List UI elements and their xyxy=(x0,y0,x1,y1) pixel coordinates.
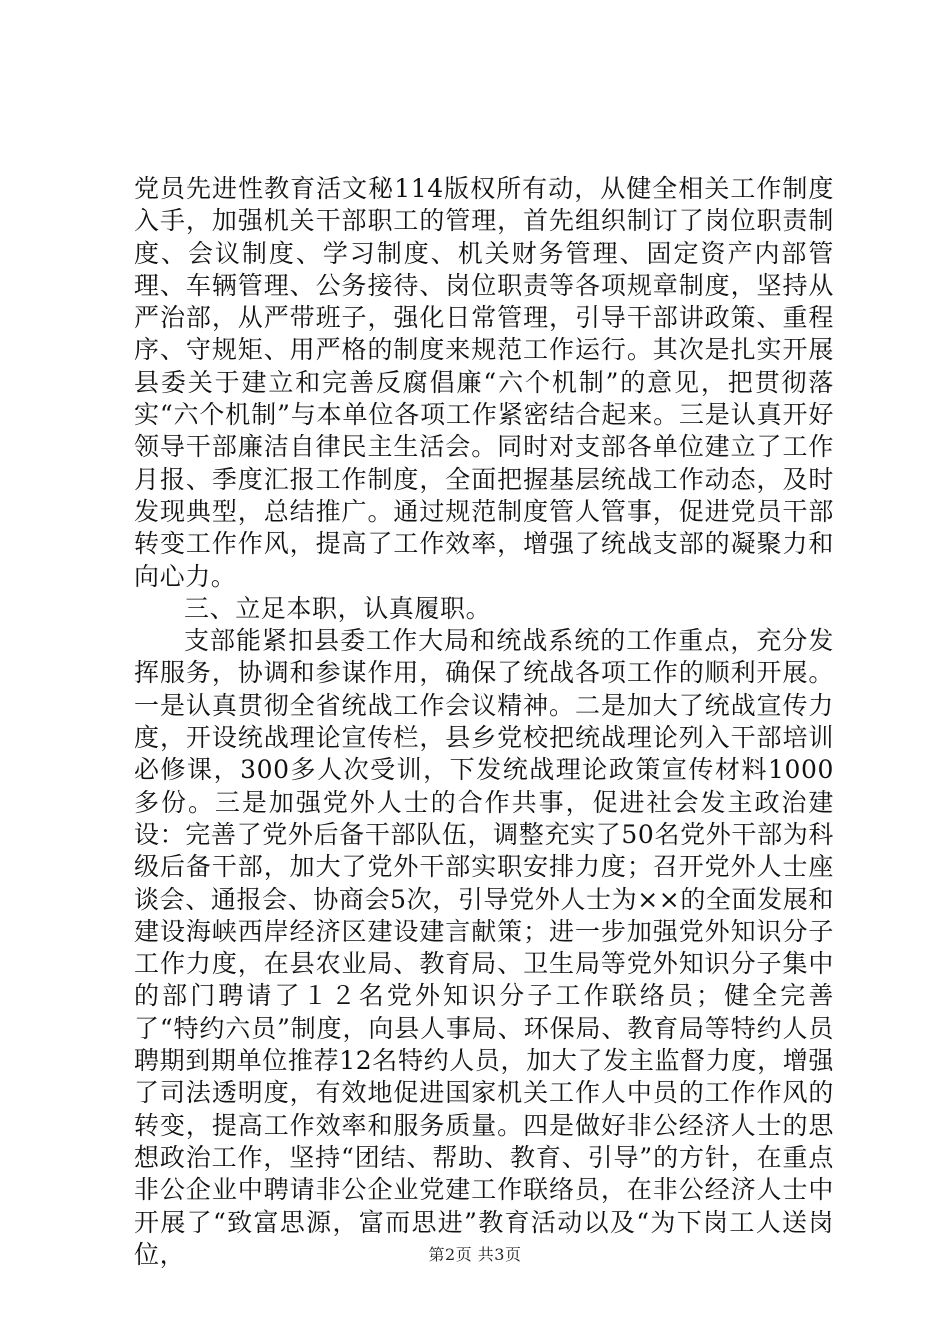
section-heading: 三、立足本职，认真履职。 xyxy=(184,593,492,623)
document-body xyxy=(134,173,834,1271)
page-number-footer: 第2页 共3页 xyxy=(428,1245,522,1264)
paragraph-body: 支部能紧扣县委工作大局和统战系统的工作重点，充分发挥服务，协调和参谋作用，确保了统战各项工作的顺利开展。一是认真贯彻全省统战工作会议精神。二是加大了统战宣传力度，开设统战理论宣传栏，县乡党校把统战理论列入干部培训必修课，300多人次受训，下发统战理论政策宣传材料1000多份。三是加强党外人士的合作共事，促进社会发主政治建设：完善了党外后备干部队伍，调整充实了50名党外干部为科级后备干部，加大了党外干部实职安排力度；召开党外人士座谈会、通报会、协商会5次，引导党外人士为××的全面发展和建设海峡西岸经济区建设建言献策；进一步加强党外知识分子工作力度，在县农业局、教育局、卫生局等党外知识分子集中的部门聘请了１２名党外知识分子工作联络员；健全完善了“特约六员”制度，向县人事局、环保局、教育局等特约人员聘期到期单位推荐12名特约人员，加大了发主监督力度，增强了司法透明度，有效地促进国家机关工作人中员的工作作风的转变，提高工作效率和服务质量。四是做好非公经济人士的思想政治工作，坚持“团结、帮助、教育、引导”的方针，在重点非公企业中聘请非公企业党建工作联络员，在非公经济人士中开展了“致富思源，富而思进”教育活动以及“为下岗工人送岗位， xyxy=(134,626,834,1269)
paragraph-continuation: 党员先进性教育活文秘114版权所有动，从健全相关工作制度入手，加强机关干部职工的管理，首先组织制订了岗位职责制度、会议制度、学习制度、机关财务管理、固定资产内部管理、车辆管理、公务接待、岗位职责等各项规章制度，坚持从严治部，从严带班子，强化日常管理，引导干部讲政策、重程序、守规矩、用严格的制度来规范工作运行。其次是扎实开展县委关于建立和完善反腐倡廉“六个机制”的意见，把贯彻落实“六个机制”与本单位各项工作紧密结合起来。三是认真开好领导干部廉洁自律民主生活会。同时对支部各单位建立了工作月报、季度汇报工作制度，全面把握基层统战工作动态，及时发现典型，总结推广。通过规范制度管人管事，促进党员干部转变工作作风，提高了工作效率，增强了统战支部的凝聚力和向心力。 xyxy=(134,174,834,591)
